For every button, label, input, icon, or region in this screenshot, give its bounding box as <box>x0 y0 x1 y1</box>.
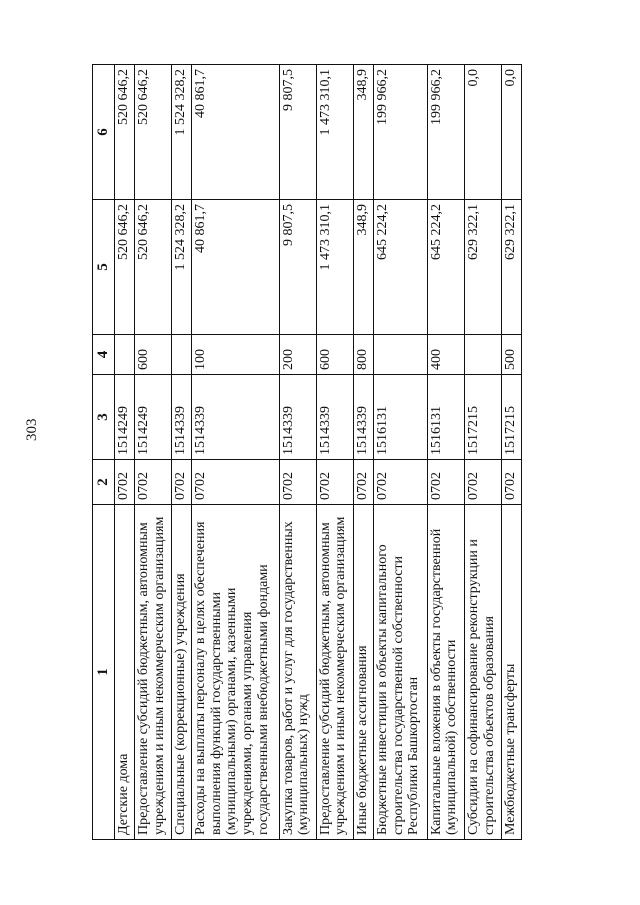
row-amount-col5: 1 473 310,1 <box>316 200 353 335</box>
row-section-code: 0702 <box>464 460 501 505</box>
row-name: Бюджетные инвестиции в объекты капитального строительства государственной собственности Республики Башкортостан <box>373 505 427 840</box>
row-target-code: 1514339 <box>171 375 191 460</box>
row-section-code: 0702 <box>171 460 191 505</box>
row-amount-col6: 199 966,2 <box>373 65 427 200</box>
row-target-code: 1514339 <box>192 375 280 460</box>
table-row <box>114 65 134 840</box>
row-name: Иные бюджетные ассигнования <box>353 505 373 840</box>
row-expense-type <box>464 335 501 375</box>
row-amount-col5: 520 646,2 <box>134 200 171 335</box>
row-expense-type: 600 <box>134 335 171 375</box>
row-target-code: 1517215 <box>501 375 521 460</box>
row-target-code: 1514249 <box>134 375 171 460</box>
row-amount-col5: 629 322,1 <box>501 200 521 335</box>
row-name: Детские дома <box>114 505 134 840</box>
row-section-code: 0702 <box>373 460 427 505</box>
row-amount-col6: 40 861,7 <box>192 65 280 200</box>
row-target-code: 1514339 <box>353 375 373 460</box>
header-col-2: 2 <box>93 460 115 505</box>
table-row <box>279 65 316 840</box>
table-row <box>353 65 373 840</box>
row-name: Предоставление субсидий бюджетным, автономным учреждениям и иным некоммерческим организациям <box>134 505 171 840</box>
table-row <box>501 65 521 840</box>
row-amount-col5: 645 224,2 <box>427 200 464 335</box>
header-col-3: 3 <box>93 375 115 460</box>
row-amount-col5: 40 861,7 <box>192 200 280 335</box>
row-expense-type: 400 <box>427 335 464 375</box>
row-name: Закупка товаров, работ и услуг для государственных (муниципальных) нужд <box>279 505 316 840</box>
row-section-code: 0702 <box>353 460 373 505</box>
row-amount-col6: 520 646,2 <box>114 65 134 200</box>
table-row <box>427 65 464 840</box>
row-amount-col6: 0,0 <box>464 65 501 200</box>
row-name: Специальные (коррекционные) учреждения <box>171 505 191 840</box>
row-name: Расходы на выплаты персоналу в целях обеспечения выполнения функций государственными (муниципальными) органами, казенными учреждениями, органами управления государственными внебюджетными фондами <box>192 505 280 840</box>
row-section-code: 0702 <box>316 460 353 505</box>
row-target-code: 1517215 <box>464 375 501 460</box>
row-name: Субсидии на софинансирование реконструкции и строительства объектов образования <box>464 505 501 840</box>
row-amount-col6: 1 524 328,2 <box>171 65 191 200</box>
row-expense-type <box>171 335 191 375</box>
row-expense-type: 600 <box>316 335 353 375</box>
row-amount-col6: 520 646,2 <box>134 65 171 200</box>
table-row <box>373 65 427 840</box>
header-col-4: 4 <box>93 335 115 375</box>
row-amount-col6: 9 807,5 <box>279 65 316 200</box>
row-expense-type: 100 <box>192 335 280 375</box>
table-row <box>464 65 501 840</box>
row-expense-type <box>114 335 134 375</box>
row-section-code: 0702 <box>134 460 171 505</box>
row-target-code: 1514339 <box>279 375 316 460</box>
row-amount-col6: 0,0 <box>501 65 521 200</box>
row-section-code: 0702 <box>427 460 464 505</box>
row-expense-type: 500 <box>501 335 521 375</box>
row-target-code: 1516131 <box>427 375 464 460</box>
budget-table <box>92 64 522 840</box>
row-name: Межбюджетные трансферты <box>501 505 521 840</box>
table-row <box>134 65 171 840</box>
row-target-code: 1516131 <box>373 375 427 460</box>
row-amount-col5: 348,9 <box>353 200 373 335</box>
row-amount-col6: 1 473 310,1 <box>316 65 353 200</box>
row-expense-type: 800 <box>353 335 373 375</box>
row-target-code: 1514339 <box>316 375 353 460</box>
row-name: Предоставление субсидий бюджетным, автономным учреждениям и иным некоммерческим организациям <box>316 505 353 840</box>
header-col-1: 1 <box>93 505 115 840</box>
row-section-code: 0702 <box>192 460 280 505</box>
table-row <box>192 65 280 840</box>
row-amount-col5: 1 524 328,2 <box>171 200 191 335</box>
table-row <box>316 65 353 840</box>
page-number: 303 <box>24 418 40 441</box>
header-row <box>93 65 115 840</box>
header-col-6: 6 <box>93 65 115 200</box>
row-target-code: 1514249 <box>114 375 134 460</box>
header-col-5: 5 <box>93 200 115 335</box>
row-name: Капитальные вложения в объекты государственной (муниципальной) собственности <box>427 505 464 840</box>
row-amount-col5: 9 807,5 <box>279 200 316 335</box>
row-amount-col6: 199 966,2 <box>427 65 464 200</box>
table-row <box>171 65 191 840</box>
row-amount-col5: 520 646,2 <box>114 200 134 335</box>
budget-table-container <box>92 65 522 840</box>
row-expense-type <box>373 335 427 375</box>
row-expense-type: 200 <box>279 335 316 375</box>
row-amount-col5: 645 224,2 <box>373 200 427 335</box>
row-amount-col6: 348,9 <box>353 65 373 200</box>
row-section-code: 0702 <box>114 460 134 505</box>
row-section-code: 0702 <box>501 460 521 505</box>
row-amount-col5: 629 322,1 <box>464 200 501 335</box>
row-section-code: 0702 <box>279 460 316 505</box>
